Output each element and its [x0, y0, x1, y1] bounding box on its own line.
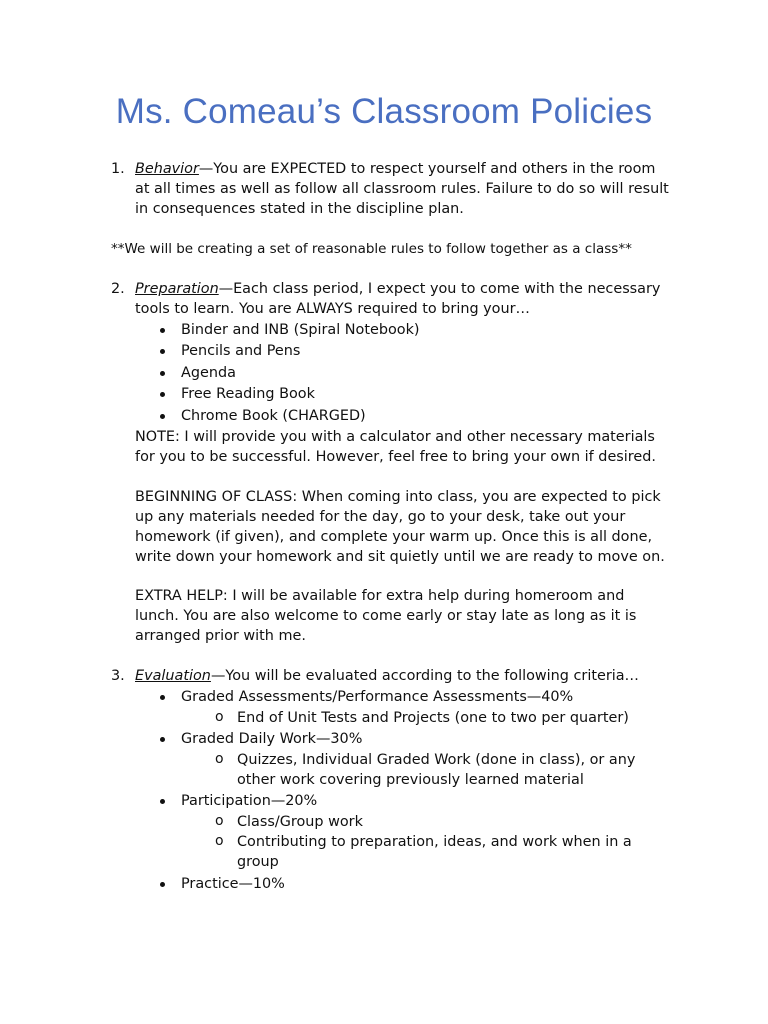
beginning-line-2: up any materials needed for the day, go to your desk, take out your [135, 509, 626, 525]
bullet-icon [160, 695, 165, 700]
beginning-line-4: write down your homework and sit quietly until we are ready to move on. [135, 549, 665, 565]
supply-item: Agenda [181, 365, 236, 381]
criterion-sub: Contributing to preparation, ideas, and work when in a [237, 834, 632, 850]
rules-note: **We will be creating a set of reasonable rules to follow together as a class** [111, 241, 632, 257]
bullet-icon [160, 392, 165, 397]
bullet-icon [160, 882, 165, 887]
section-number-preparation: 2. [111, 281, 125, 297]
extra-help-line-1: EXTRA HELP: I will be available for extra help during homeroom and [135, 588, 625, 604]
behavior-line-2: at all times as well as follow all classroom rules. Failure to do so will result [135, 181, 669, 197]
extra-help-line-2: lunch. You are also welcome to come early or stay late as long as it is [135, 608, 637, 624]
section-number-behavior: 1. [111, 161, 125, 177]
criterion-label: Graded Assessments/Performance Assessments—40% [181, 689, 574, 705]
bullet-icon [160, 737, 165, 742]
behavior-text-1: —You are EXPECTED to respect yourself and others in the room [198, 161, 656, 177]
bullet-icon [160, 328, 165, 333]
bullet-icon [160, 349, 165, 354]
section-number-evaluation: 3. [111, 668, 125, 684]
criterion-sub: Quizzes, Individual Graded Work (done in class), or any [237, 752, 636, 768]
note-line-1: NOTE: I will provide you with a calculator and other necessary materials [135, 429, 655, 445]
criterion-sub: Class/Group work [237, 814, 363, 830]
circle-bullet-icon: o [215, 751, 224, 767]
page-title: Ms. Comeau’s Classroom Policies [115, 92, 653, 131]
bullet-icon [160, 799, 165, 804]
beginning-line-1: BEGINNING OF CLASS: When coming into class, you are expected to pick [135, 489, 661, 505]
circle-bullet-icon: o [215, 709, 224, 725]
evaluation-line-1 [135, 666, 639, 686]
preparation-line-1 [135, 279, 660, 299]
supply-item: Pencils and Pens [181, 343, 301, 359]
criterion-sub: group [237, 854, 279, 870]
beginning-line-3: homework (if given), and complete your warm up. Once this is all done, [135, 529, 653, 545]
behavior-line-3: in consequences stated in the discipline plan. [135, 201, 464, 217]
circle-bullet-icon: o [215, 813, 224, 829]
preparation-heading: Preparation [135, 281, 219, 297]
criterion-label: Participation—20% [181, 793, 318, 809]
evaluation-heading: Evaluation [135, 668, 211, 684]
circle-bullet-icon: o [215, 833, 224, 849]
criterion-label: Practice—10% [181, 876, 285, 892]
criterion-label: Graded Daily Work—30% [181, 731, 363, 747]
criterion-sub: End of Unit Tests and Projects (one to two per quarter) [237, 710, 629, 726]
evaluation-text-1: —You will be evaluated according to the following criteria… [210, 668, 639, 684]
supply-item: Binder and INB (Spiral Notebook) [181, 322, 420, 338]
supply-item: Free Reading Book [181, 386, 315, 402]
bullet-icon [160, 414, 165, 419]
extra-help-line-3: arranged prior with me. [135, 628, 306, 644]
preparation-text-1: —Each class period, I expect you to come with the necessary [218, 281, 661, 297]
criterion-sub: other work covering previously learned material [237, 772, 584, 788]
supply-item: Chrome Book (CHARGED) [181, 408, 366, 424]
note-line-2: for you to be successful. However, feel free to bring your own if desired. [135, 449, 656, 465]
behavior-heading: Behavior [135, 161, 199, 177]
bullet-icon [160, 371, 165, 376]
preparation-line-2: tools to learn. You are ALWAYS required to bring your… [135, 301, 530, 317]
behavior-line-1 [135, 159, 655, 179]
